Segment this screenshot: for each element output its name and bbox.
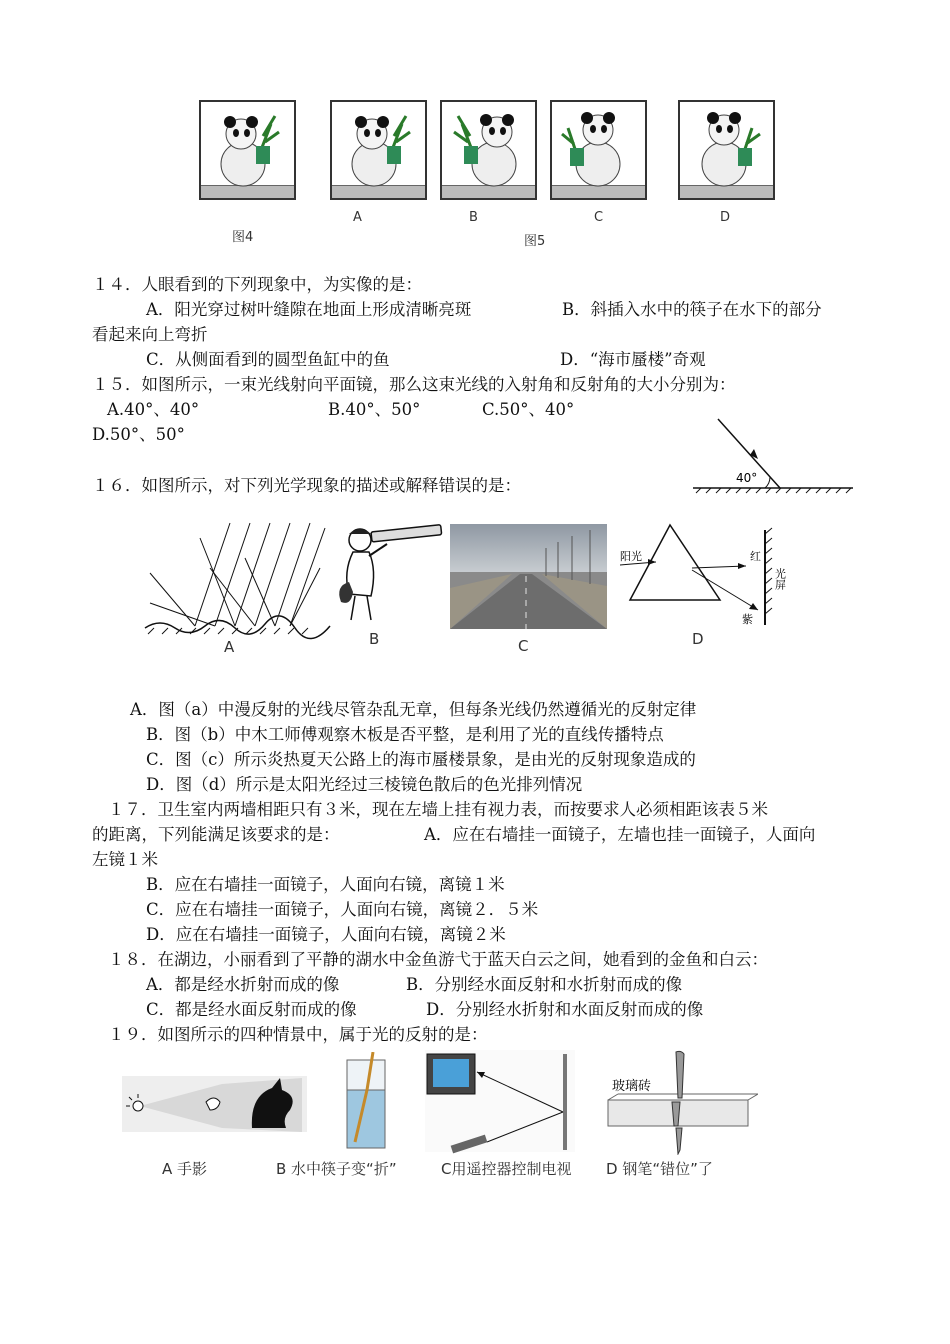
q16-stem: １６．如图所示，对下列光学现象的描述或解释错误的是： [92,476,521,495]
figure-4-caption: 图4 [232,230,254,245]
figure-5-option-c [550,100,647,200]
q15-option-b: B.40°、50° [328,400,421,419]
q18-option-d: D．分别经水折射和水面反射而成的像 [426,1000,704,1019]
figure-5-caption: 图5 [524,234,546,249]
q16-figure-d-label: D [692,630,704,648]
q14-option-b: B．斜插入水中的筷子在水下的部分 [562,300,822,319]
q19-figure-b-caption: B 水中筷子变“折” [276,1160,397,1178]
q15-angle-label: 40° [736,471,758,485]
q17-stem-line1: １７．卫生室内两墙相距只有３米，现在左墙上挂有视力表，而按要求人必须相距该表５米 [108,800,768,819]
q16-figure-b-carpenter [335,522,445,622]
glass-brick-label: 玻璃砖 [612,1079,652,1094]
q19-figure-b-chopstick-in-water [343,1052,391,1152]
q19-figure-c-caption: C用遥控器控制电视 [441,1160,572,1178]
panda-illustration [552,102,645,198]
q17-option-a: A．应在右墙挂一面镜子，左墙也挂一面镜子，人面向 [424,825,816,844]
q18-option-a: A．都是经水折射而成的像 [146,975,340,994]
figure-5-option-a [330,100,427,200]
figure-4-panel [199,100,296,200]
option-b-label: B [469,210,478,225]
q16-option-d: D．图（d）所示是太阳光经过三棱镜色散后的色光排列情况 [146,775,583,794]
panda-illustration [442,102,535,198]
figure-5-option-d [678,100,775,200]
q14-option-b-continued: 看起来向上弯折 [92,325,208,344]
prism-violet-label: 紫 [742,613,753,626]
q18-stem: １８．在湖边，小丽看到了平静的湖水中金鱼游弋于蓝天白云之间，她看到的金鱼和白云： [108,950,768,969]
q16-figure-b-label: B [369,630,380,648]
q15-option-d: D.50°、50° [92,425,185,444]
q19-figure-a-caption: A 手影 [162,1160,208,1178]
prism-sunlight-label: 阳光 [620,550,642,563]
q19-stem: １９．如图所示的四种情景中，属于光的反射的是： [108,1025,488,1044]
q19-figure-d-caption: D 钢笔“错位”了 [606,1160,713,1178]
q14-stem: １４．人眼看到的下列现象中，为实像的是： [92,275,422,294]
q17-option-c: C．应在右墙挂一面镜子，人面向右镜，离镜２．５米 [146,900,539,919]
q15-option-c: C.50°、40° [482,400,575,419]
q16-figure-c-label: C [518,637,529,655]
q14-option-c: C．从侧面看到的圆型鱼缸中的鱼 [146,350,390,369]
q19-figure-a-hand-shadow [122,1076,307,1136]
prism-red-label: 红 [750,550,761,563]
q17-stem-line2: 的距离，下列能满足该要求的是： [92,825,340,844]
q17-option-d: D．应在右墙挂一面镜子，人面向右镜，离镜２米 [146,925,506,944]
q15-stem: １５．如图所示，一束光线射向平面镜，那么这束光线的入射角和反射角的大小分别为： [92,375,736,394]
q16-figure-c-road-photo [450,524,607,629]
panda-illustration [332,102,425,198]
q16-option-c: C．图（c）所示炎热夏天公路上的海市蜃楼景象，是由光的反射现象造成的 [146,750,696,769]
q16-option-a: A．图（a）中漫反射的光线尽管杂乱无章，但每条光线仍然遵循光的反射定律 [130,700,697,719]
prism-screen-label: 光屏 [773,568,787,590]
q15-option-a: A.40°、40° [107,400,200,419]
q14-option-d: D．“海市蜃楼”奇观 [560,350,706,369]
q15-mirror-figure [688,415,858,500]
q18-option-b: B．分别经水面反射和水折射而成的像 [406,975,683,994]
panda-illustration [201,102,294,198]
q16-figure-d-prism [620,520,800,630]
option-a-label: A [353,210,362,225]
option-d-label: D [720,210,731,225]
panda-illustration [680,102,773,198]
q17-option-a-continued: 左镜１米 [92,850,158,869]
option-c-label: C [594,210,604,225]
q19-figure-c-remote-tv [425,1050,575,1155]
q17-option-b: B．应在右墙挂一面镜子，人面向右镜，离镜１米 [146,875,505,894]
q16-figure-a-diffuse-reflection [140,518,335,648]
q16-figure-a-label: A [224,638,235,656]
q18-option-c: C．都是经水面反射而成的像 [146,1000,357,1019]
q14-option-a: A．阳光穿过树叶缝隙在地面上形成清晰亮斑 [146,300,472,319]
figure-5-option-b [440,100,537,200]
q19-figure-d-pen-glass-brick [598,1050,758,1155]
q16-option-b: B．图（b）中木工师傅观察木板是否平整，是利用了光的直线传播特点 [146,725,664,744]
